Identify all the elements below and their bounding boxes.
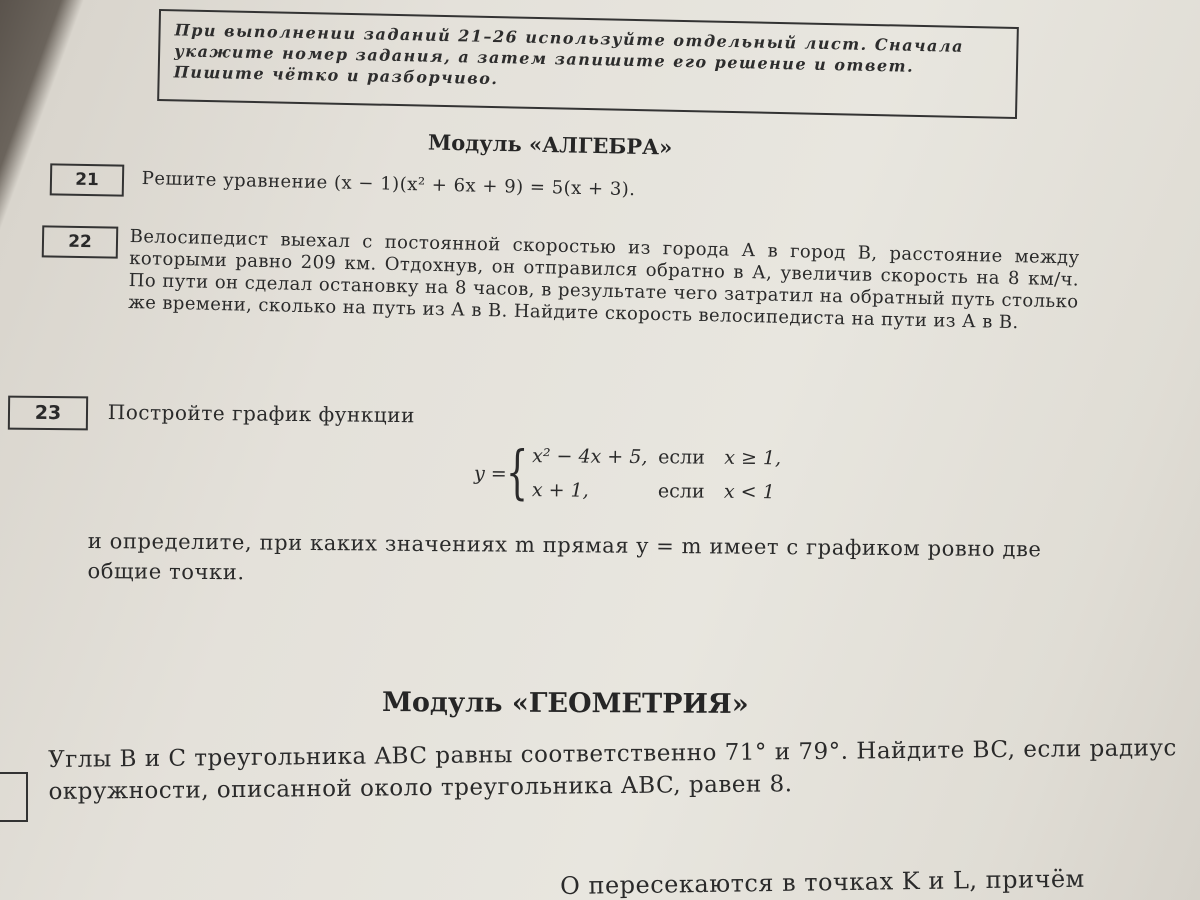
row2-expression: x + 1, xyxy=(531,479,589,502)
instructions-box xyxy=(157,9,1019,119)
task-22-text: Велосипедист выехал с постоянной скоростью из города А в город В, расстояние между которыми равно 209 км. Отдохнув, он отправился обратно в А, увеличив скорость на 8 км/ч. По пути он сделал остановку на 8 часов, в результате чего затратил на обратный путь столько же времени, сколько на путь из А в В. Найдите скорость велосипедиста на пути из А в В. xyxy=(128,226,1080,334)
instructions-text: При выполнении заданий 21–26 используйте отдельный лист. Сначала укажите номер задания, а затем запишите его решение и ответ. Пишите чётко и разборчиво. xyxy=(173,20,965,89)
function-y-label: y = xyxy=(473,462,507,485)
row2-if-word: если xyxy=(657,480,705,503)
row1-if-word: если xyxy=(658,446,705,469)
piecewise-row-1 xyxy=(532,445,781,469)
row2-condition: x < 1 xyxy=(723,480,775,504)
task-23-number: 23 xyxy=(8,396,88,431)
task-24-text: Углы B и C треугольника ABC равны соответственно 71° и 79°. Найдите BC, если радиус окружности, описанной около треугольника ABC, равен 8. xyxy=(48,735,1177,805)
row1-expression: x² − 4x + 5, xyxy=(532,445,648,469)
task-22-number: 22 xyxy=(42,225,119,258)
row1-condition: x ≥ 1, xyxy=(724,446,782,470)
task-23-intro: Постройте график функции xyxy=(107,400,415,428)
task-23-question: и определите, при каких значениях m прямая y = m имеет с графиком ровно две общие точки. xyxy=(87,528,1042,585)
piecewise-function xyxy=(473,437,795,514)
curly-brace-icon: { xyxy=(505,437,529,507)
module-algebra-title: Модуль «АЛГЕБРА» xyxy=(427,129,673,160)
task-25-partial-text: О пересекаются в точках K и L, причём xyxy=(560,864,1085,900)
piecewise-row-2 xyxy=(532,479,775,503)
module-geometry-title: Модуль «ГЕОМЕТРИЯ» xyxy=(381,687,749,720)
task-21-number: 21 xyxy=(50,163,125,196)
task-24-number-box xyxy=(0,772,28,822)
task-21-text: Решите уравнение (x − 1)(x² + 6x + 9) = 5(x + 3). xyxy=(141,168,636,201)
